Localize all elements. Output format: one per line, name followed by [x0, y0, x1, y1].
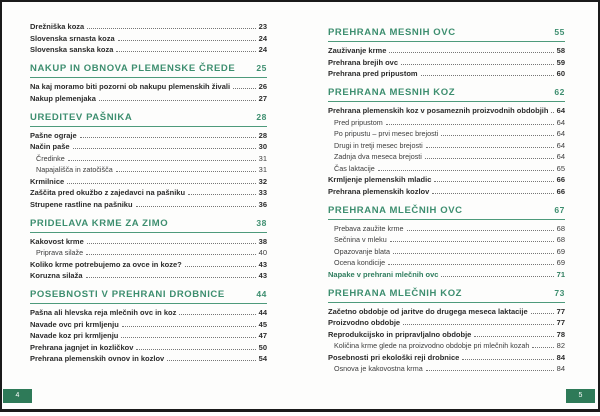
- toc-entry-page-number: 59: [556, 57, 565, 67]
- toc-entry-label: Osnova je kakovostna krma: [334, 364, 423, 373]
- dot-leader: [136, 349, 255, 350]
- toc-item: [328, 248, 565, 256]
- dot-leader: [386, 124, 554, 125]
- toc-section-page-number: 44: [256, 289, 267, 299]
- dot-leader: [116, 51, 255, 52]
- toc-entry-page-number: 66: [556, 175, 565, 184]
- dot-leader: [407, 230, 554, 231]
- toc-section-page-number: 25: [256, 63, 267, 73]
- toc-section-title: PREHRANA MLEČNIH KOZ: [328, 287, 463, 299]
- dot-leader: [462, 359, 553, 360]
- toc-entry-label: Kakovost krme: [30, 236, 84, 246]
- toc-item: [328, 142, 565, 150]
- toc-entry-label: Količina krme glede na proizvodno obdobje pri mlečnih kozah: [334, 341, 530, 350]
- toc-left-content: [2, 2, 300, 409]
- toc-entry-label: Slovenska sanska koza: [30, 45, 114, 54]
- toc-item: [30, 344, 267, 352]
- toc-entry-page-number: 28: [258, 130, 267, 140]
- dot-leader: [388, 264, 554, 265]
- toc-item: [30, 238, 267, 246]
- toc-entry-label: Zauživanje krme: [328, 46, 387, 55]
- toc-entry-label: Čredinke: [36, 153, 65, 163]
- toc-section-header: [30, 112, 267, 127]
- toc-entry-page-number: 64: [556, 117, 565, 127]
- dot-leader: [122, 326, 256, 327]
- toc-entry-page-number: 58: [556, 46, 565, 55]
- toc-entry-label: Drežniška koza: [30, 22, 85, 31]
- toc-entry-label: Napake v prehrani mlečnih ovc: [328, 269, 439, 279]
- dot-leader: [87, 243, 256, 244]
- dot-leader: [551, 112, 553, 113]
- toc-entry-label: Sečnina v mleku: [334, 235, 387, 244]
- toc-entry-label: Proizvodno obdobje: [328, 318, 401, 327]
- toc-entry-page-number: 71: [556, 269, 565, 279]
- toc-section: [328, 205, 565, 279]
- toc-entry-label: Posebnosti pri ekološki reji drobnice: [328, 352, 460, 362]
- toc-section-header: [328, 87, 565, 102]
- toc-section: [30, 63, 267, 103]
- dot-leader: [474, 336, 553, 337]
- toc-section-page-number: 62: [554, 87, 565, 97]
- toc-item: [328, 308, 565, 316]
- toc-entry-page-number: 45: [258, 319, 267, 329]
- toc-section-title: UREDITEV PAŠNIKA: [30, 111, 133, 123]
- toc-entry-page-number: 33: [258, 188, 267, 197]
- toc-section: [328, 87, 565, 196]
- toc-item: [328, 259, 565, 267]
- toc-item: [30, 321, 267, 329]
- toc-entry-label: Zadnja dva meseca brejosti: [334, 152, 422, 161]
- toc-section-page-number: 55: [554, 27, 565, 37]
- dot-leader: [67, 183, 255, 184]
- toc-entry-label: Pašne ograje: [30, 130, 77, 140]
- dot-leader: [136, 206, 256, 207]
- toc-entry-label: Opazovanje blata: [334, 246, 390, 256]
- toc-entry-label: Strupene rastline na pašniku: [30, 199, 133, 209]
- toc-entry-page-number: 64: [556, 129, 565, 138]
- toc-entry-page-number: 69: [556, 258, 565, 267]
- toc-item: [328, 70, 565, 78]
- dot-leader: [532, 347, 553, 348]
- toc-item: [30, 83, 267, 91]
- toc-item: [328, 130, 565, 138]
- toc-entry-page-number: 24: [258, 45, 267, 54]
- toc-section-title: PREHRANA MESNIH KOZ: [328, 87, 456, 98]
- toc-item: [328, 47, 565, 55]
- dot-leader: [403, 324, 554, 325]
- dot-leader: [390, 241, 554, 242]
- toc-item: [328, 236, 565, 244]
- dot-leader: [426, 370, 554, 371]
- toc-entry-label: Prehrana brejih ovc: [328, 57, 399, 67]
- toc-entry-page-number: 66: [556, 186, 565, 196]
- toc-entry-page-number: 38: [258, 236, 267, 246]
- dot-leader: [425, 158, 554, 159]
- toc-section-page-number: 38: [256, 217, 267, 228]
- toc-item: [328, 331, 565, 339]
- dot-leader: [86, 277, 256, 278]
- toc-entry-label: Nakup plemenjaka: [30, 93, 96, 103]
- dot-leader: [99, 100, 256, 101]
- toc-entry-page-number: 77: [556, 306, 565, 316]
- toc-entry-page-number: 64: [556, 140, 565, 150]
- toc-section-title: NAKUP IN OBNOVA PLEMENSKE ČREDE: [30, 63, 236, 74]
- toc-item: [328, 59, 565, 67]
- toc-entry-label: Čas laktacije: [334, 163, 375, 173]
- toc-entry-label: Prehrana jagnjet in kozličkov: [30, 342, 134, 352]
- toc-entry-label: Zaščita pred okužbo z zajedavci na pašniku: [30, 188, 186, 197]
- toc-item: [328, 165, 565, 173]
- toc-entry-page-number: 36: [258, 199, 267, 209]
- toc-entry-page-number: 30: [258, 142, 267, 151]
- toc-entry-page-number: 43: [258, 271, 267, 280]
- toc-section-header: [328, 205, 565, 220]
- toc-section-page-number: 28: [256, 111, 267, 122]
- dot-leader: [421, 75, 554, 76]
- toc-entry-page-number: 50: [258, 342, 267, 352]
- toc-entry-page-number: 40: [258, 248, 267, 257]
- toc-item: [30, 189, 267, 197]
- toc-item: [30, 155, 267, 163]
- toc-entry-page-number: 82: [556, 341, 565, 350]
- dot-leader: [179, 314, 255, 315]
- toc-entry-label: Navade ovc pri krmljenju: [30, 319, 119, 329]
- toc-entry-page-number: 43: [258, 259, 267, 269]
- toc-entry-label: Prehrana pred pripustom: [328, 69, 418, 78]
- toc-item: [30, 355, 267, 363]
- toc-item: [30, 309, 267, 317]
- toc-entry-page-number: 84: [556, 352, 565, 362]
- toc-item: [30, 249, 267, 257]
- dot-leader: [118, 40, 256, 41]
- toc-entry-page-number: 24: [258, 33, 267, 43]
- dot-leader: [531, 313, 554, 314]
- toc-item: [328, 107, 565, 115]
- toc-section-title: PREHRANA MESNIH OVC: [328, 27, 456, 38]
- toc-entry-label: Drugi in tretji mesec brejosti: [334, 140, 423, 150]
- toc-entry-page-number: 27: [258, 93, 267, 103]
- toc-section-header: [30, 218, 267, 233]
- toc-entry-page-number: 60: [556, 69, 565, 78]
- dot-leader: [116, 171, 256, 172]
- toc-item: [328, 342, 565, 350]
- toc-section-header: [30, 289, 267, 304]
- dot-leader: [426, 147, 554, 148]
- dot-leader: [68, 160, 256, 161]
- dot-leader: [401, 64, 554, 65]
- toc-item: [30, 132, 267, 140]
- dot-leader: [378, 170, 554, 171]
- toc-entry-page-number: 26: [258, 82, 267, 91]
- toc-entry-page-number: 23: [258, 22, 267, 31]
- toc-section: [30, 23, 267, 54]
- dot-leader: [389, 52, 553, 53]
- dot-leader: [86, 254, 256, 255]
- toc-section-title: PREHRANA MLEČNIH OVC: [328, 204, 463, 216]
- dot-leader: [185, 266, 256, 267]
- toc-item: [328, 176, 565, 184]
- toc-entry-page-number: 68: [556, 235, 565, 244]
- toc-entry-page-number: 65: [556, 163, 565, 173]
- toc-entry-label: Priprava silaže: [36, 248, 84, 257]
- toc-item: [30, 95, 267, 103]
- toc-entry-page-number: 77: [556, 318, 565, 327]
- toc-entry-page-number: 47: [258, 331, 267, 340]
- dot-leader: [434, 181, 553, 182]
- dot-leader: [441, 135, 553, 136]
- toc-entry-page-number: 31: [258, 165, 267, 174]
- dot-leader: [188, 194, 256, 195]
- toc-entry-page-number: 69: [556, 246, 565, 256]
- toc-entry-label: Na kaj moramo biti pozorni ob nakupu plemenskih živali: [30, 82, 231, 91]
- toc-entry-page-number: 68: [556, 223, 565, 233]
- toc-entry-label: Prehrana plemenskih koz v posameznih proizvodnih obdobjih: [328, 106, 549, 115]
- dot-leader: [441, 276, 553, 277]
- toc-section-header: [30, 63, 267, 78]
- toc-item: [30, 166, 267, 174]
- toc-entry-page-number: 64: [556, 106, 565, 115]
- toc-section: [30, 289, 267, 363]
- toc-entry-label: Način paše: [30, 142, 70, 151]
- toc-item: [30, 178, 267, 186]
- toc-entry-label: Ocena kondicije: [334, 258, 386, 267]
- toc-entry-label: Prehrana plemenskih kozlov: [328, 186, 430, 196]
- dot-leader: [87, 28, 255, 29]
- toc-item: [30, 272, 267, 280]
- toc-section: [30, 112, 267, 209]
- dot-leader: [121, 337, 255, 338]
- toc-entry-label: Reprodukcijsko in pripravljalno obdobje: [328, 329, 472, 339]
- toc-entry-label: Začetno obdobje od jaritve do drugega meseca laktacije: [328, 306, 528, 316]
- dot-leader: [432, 193, 553, 194]
- toc-entry-label: Slovenska srnasta koza: [30, 33, 115, 43]
- toc-entry-label: Koruzna silaža: [30, 271, 83, 280]
- toc-entry-page-number: 78: [556, 329, 565, 339]
- toc-entry-label: Krmljenje plemenskih mladic: [328, 175, 432, 184]
- page-number-badge-left: 4: [3, 389, 32, 403]
- toc-item: [328, 271, 565, 279]
- toc-item: [30, 143, 267, 151]
- toc-entry-label: Navade koz pri krmljenju: [30, 331, 119, 340]
- toc-entry-label: Koliko krme potrebujemo za ovce in koze?: [30, 259, 182, 269]
- toc-page-left: [2, 2, 300, 409]
- toc-entry-page-number: 64: [556, 152, 565, 161]
- toc-section: [328, 27, 565, 78]
- toc-right-content: [300, 2, 598, 409]
- toc-item: [328, 153, 565, 161]
- toc-item: [30, 46, 267, 54]
- dot-leader: [80, 137, 256, 138]
- toc-entry-page-number: 54: [258, 354, 267, 363]
- toc-item: [328, 119, 565, 127]
- toc-section-header: [328, 288, 565, 303]
- toc-entry-label: Prehrana plemenskih ovnov in kozlov: [30, 354, 165, 363]
- toc-entry-page-number: 44: [258, 308, 267, 317]
- toc-section-header: [328, 27, 565, 42]
- toc-item: [30, 23, 267, 31]
- toc-item: [328, 188, 565, 196]
- toc-section-title: PRIDELAVA KRME ZA ZIMO: [30, 217, 169, 229]
- toc-item: [328, 225, 565, 233]
- toc-section-title: POSEBNOSTI V PREHRANI DROBNICE: [30, 289, 225, 300]
- toc-entry-label: Pašna ali hlevska reja mlečnih ovc in koz: [30, 308, 177, 317]
- toc-entry-page-number: 32: [258, 176, 267, 186]
- toc-entry-label: Pred pripustom: [334, 117, 383, 127]
- toc-item: [328, 354, 565, 362]
- dot-leader: [393, 253, 554, 254]
- toc-section-page-number: 73: [554, 287, 565, 298]
- toc-item: [30, 35, 267, 43]
- toc-page-right: [300, 2, 598, 409]
- toc-entry-label: Prebava zaužite krme: [334, 223, 404, 233]
- toc-item: [328, 365, 565, 373]
- page-number-badge-right: 5: [566, 389, 595, 403]
- dot-leader: [233, 88, 256, 89]
- dot-leader: [73, 148, 256, 149]
- toc-entry-label: Krmilnice: [30, 176, 65, 186]
- dot-leader: [167, 360, 255, 361]
- toc-section-page-number: 67: [554, 204, 565, 215]
- toc-entry-label: Po pripustu – prvi mesec brejosti: [334, 129, 439, 138]
- toc-item: [328, 319, 565, 327]
- toc-section: [30, 218, 267, 281]
- toc-section: [328, 288, 565, 374]
- toc-item: [30, 261, 267, 269]
- toc-entry-page-number: 31: [258, 153, 267, 163]
- toc-entry-page-number: 84: [556, 364, 565, 373]
- toc-entry-label: Napajališča in zatočišča: [36, 165, 113, 174]
- toc-item: [30, 332, 267, 340]
- toc-item: [30, 201, 267, 209]
